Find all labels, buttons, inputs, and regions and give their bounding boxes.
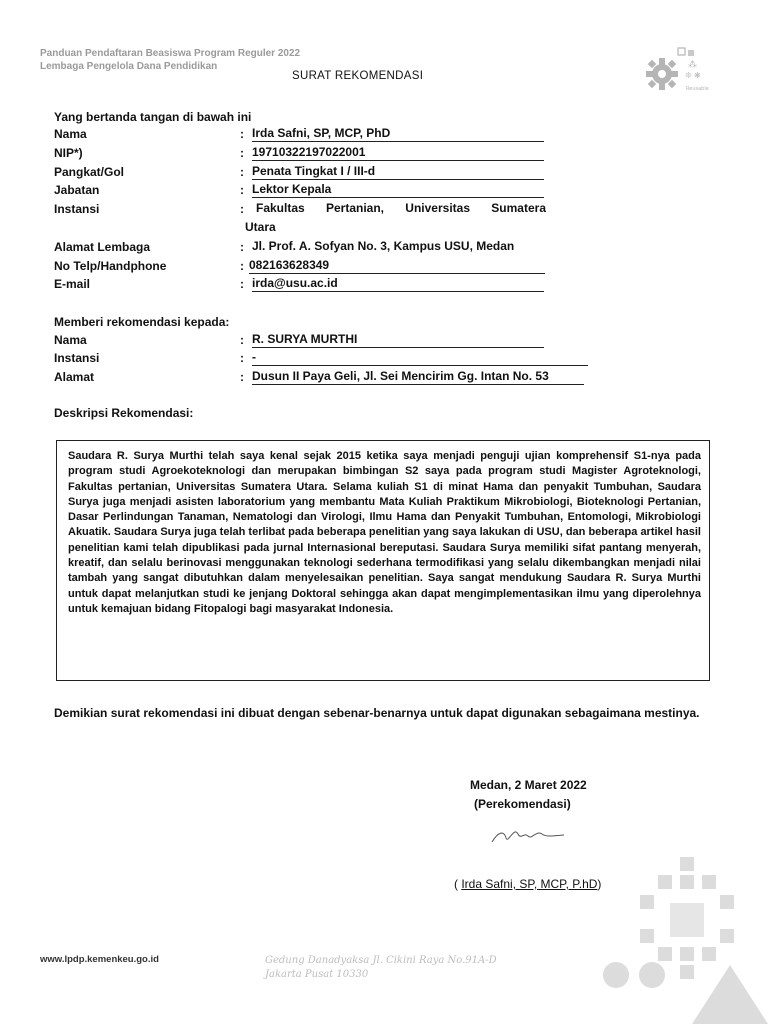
svg-text:⁂: ⁂ [688,60,697,70]
signer-position-value: Lektor Kepala [252,182,544,198]
signature-scribble [488,820,568,850]
footer-address [265,954,497,982]
footer-address-line1: Gedung Danadyaksa Jl. Cikini Raya No.91A-D [265,955,497,966]
field-label: Alamat Lembaga [54,240,151,254]
signer-nip-value: 19710322197022001 [252,145,544,161]
header-institution: Lembaga Pengelola Dana Pendidikan [40,61,218,72]
colon: : [240,370,244,384]
colon: : [240,165,244,179]
colon: : [240,351,244,365]
colon: : [240,259,244,273]
footer-url: www.lpdp.kemenkeu.go.id [40,954,159,965]
colon: : [240,202,244,216]
recipient-heading: Memberi rekomendasi kepada: [54,315,230,329]
signer-email-value: irda@usu.ac.id [252,276,544,292]
svg-text:Reusable: Reusable [686,86,709,92]
document-title: SURAT REKOMENDASI [292,70,424,82]
colon: : [240,146,244,160]
signer-address-value: Jl. Prof. A. Sofyan No. 3, Kampus USU, Medan [252,239,515,253]
field-label: Alamat [54,370,95,384]
recipient-address-value: Dusun II Paya Geli, Jl. Sei Mencirim Gg. Intan No. 53 [252,369,584,385]
signer-phone-value: 082163628349 [249,258,545,274]
recipient-institution-value: - [252,350,588,366]
field-label: Jabatan [54,183,100,197]
signer-heading: Yang bertanda tangan di bawah ini [54,110,252,124]
signer-printed-name: ( Irda Safni, SP, MCP, P.hD) [454,877,602,891]
svg-text:❋: ❋ [694,71,701,80]
field-label: E-mail [54,277,91,291]
field-label: Pangkat/Gol [54,165,125,179]
closing-statement: Demikian surat rekomendasi ini dibuat dengan sebenar-benarnya untuk dapat digunakan sebagaimana mestinya. [54,706,700,720]
colon: : [240,183,244,197]
description-text: Saudara R. Surya Murthi telah saya kenal sejak 2015 ketika saya menjadi penguji ujian komprehensif S1-nya pada program studi Agroekoteknologi dan merupakan bimbingan S2 saya pada program studi Magister Agroteknologi, Fakultas pertanian, Universitas Sumatera Utara. Selama kuliah S1 di minat Hama dan penyakit Tumbuhan, Saudara Surya juga menjadi asisten laboratorium yang membantu Mata Kuliah Praktikum Mikrobiologi, Bioteknologi Pertanian, Dasar Perlindungan Tanaman, Nematologi dan Virologi, Ilmu Hama dan Penyakit Tumbuhan, Entomologi, Mikrobiologi Akuatik. Saudara Surya juga telah terlibat pada beberapa penelitian yang saya lakukan di USU, dan beberapa artikel hasil penelitian kami telah dipublikasi pada jurnal Internasional bereputasi. Saudara Surya memiliki sifat pantang menyerah, kreatif, dan selalu berinovasi menggunakan teknologi sederhana termodifikasi yang selalu dikembangkan menjadi nilai tambah yang sangat dibutuhkan dalam menyelesaikan penelitian. Saya sangat mendukung Saudara R. Surya Murthi untuk dapat melanjutkan studi ke jenjang Doktoral sehingga akan dapat mengimplementasikan ilmu yang diperolehnya untuk kemajuan bidang Fitopalogi bagi masyarakat Indonesia. [68,450,701,615]
signer-rank-value: Penata Tingkat I / III-d [252,164,544,180]
place-date: Medan, 2 Maret 2022 [470,778,587,792]
recipient-name-value: R. SURYA MURTHI [252,332,544,348]
description-box [56,440,710,681]
colon: : [240,127,244,141]
field-label: No Telp/Handphone [54,259,167,273]
signer-role: (Perekomendasi) [474,797,571,811]
colon: : [240,277,244,291]
colon: : [240,333,244,347]
lpdp-logo [638,42,714,98]
description-heading: Deskripsi Rekomendasi: [54,406,194,420]
signer-institution-value: Fakultas Pertanian, Universitas Sumatera [256,201,546,215]
signer-name-value: Irda Safni, SP, MCP, PhD [252,126,544,142]
colon: : [240,240,244,254]
signer-institution-value-line2: Utara [245,220,276,234]
field-label: Instansi [54,202,100,216]
svg-text:❊: ❊ [685,71,692,80]
field-label: NIP*) [54,146,83,160]
header-guide-title: Panduan Pendaftaran Beasiswa Program Reguler 2022 [40,48,301,59]
field-label: Nama [54,333,87,347]
decorative-motif [600,855,768,1024]
field-label: Nama [54,127,87,141]
field-label: Instansi [54,351,100,365]
footer-address-line2: Jakarta Pusat 10330 [265,969,369,980]
